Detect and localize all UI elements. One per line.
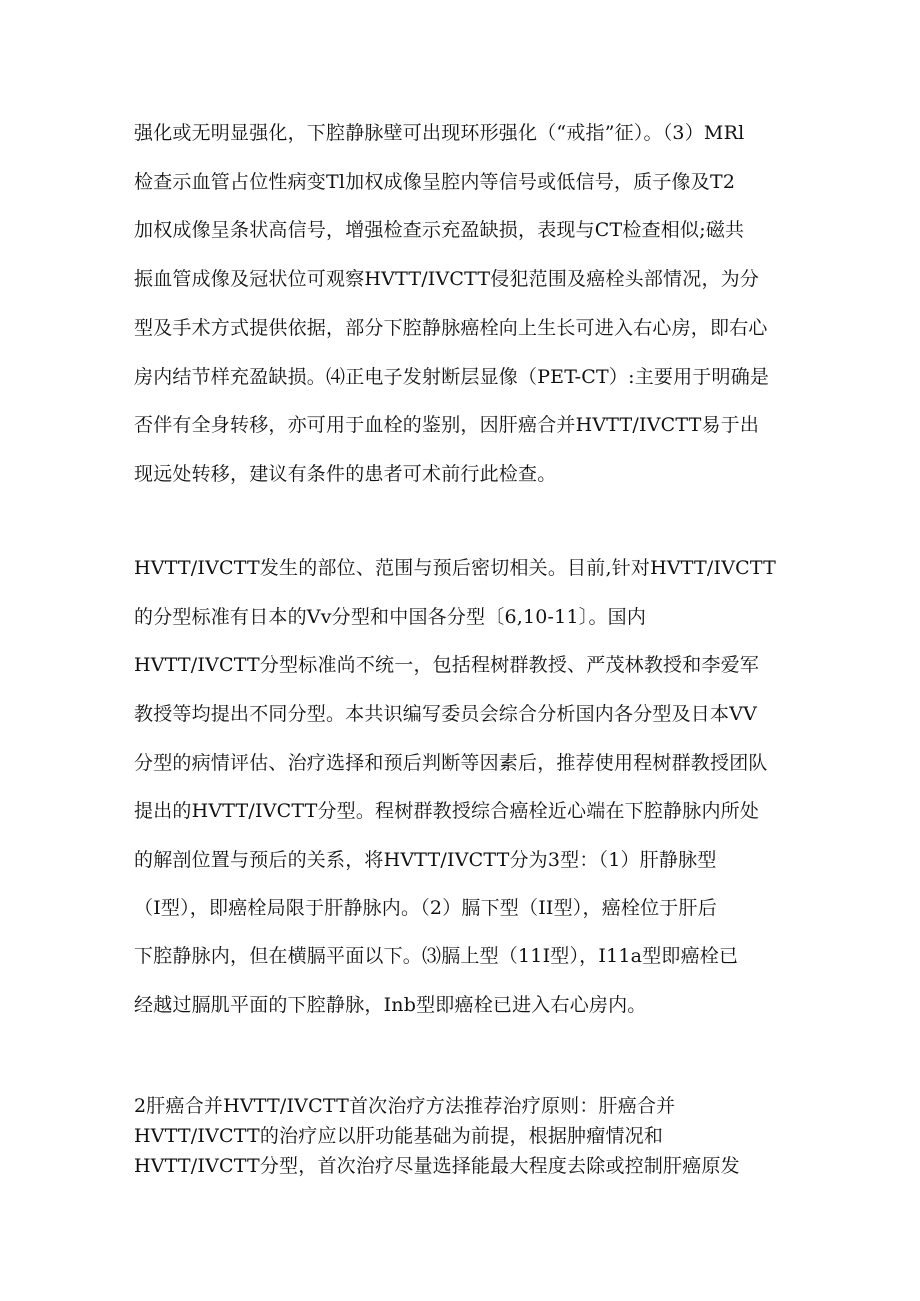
text-line: 经越过膈肌平面的下腔静脉，Inb型即癌栓已进入右心房内。 — [134, 994, 647, 1016]
text-line: 分型的病情评估、治疗选择和预后判断等因素后，推荐使用程树群教授团队 — [134, 752, 768, 774]
text-line: 的解剖位置与预后的关系，将HVTT/IVCTT分为3型：（1）肝静脉型 — [134, 849, 717, 871]
text-line: HVTT/IVCTT分型标准尚不统一，包括程树群教授、严茂林教授和李爱军 — [134, 654, 760, 676]
text-line: 型及手术方式提供依据，部分下腔静脉癌栓向上生长可进入右心房，即右心 — [134, 317, 768, 339]
text-line: 强化或无明显强化，下腔静脉壁可出现环形强化（“戒指”征）。（3）MRl — [134, 122, 745, 144]
text-line: 2肝癌合并HVTT/IVCTT首次治疗方法推荐治疗原则：肝癌合并 — [134, 1095, 676, 1117]
text-line: 现远处转移，建议有条件的患者可术前行此检查。 — [134, 463, 557, 485]
text-line: （I型），即癌栓局限于肝静脉内。（2）膈下型（II型），癌栓位于肝后 — [134, 897, 717, 919]
text-line: 房内结节样充盈缺损。⑷正电子发射断层显像（PET-CT）:主要用于明确是 — [134, 366, 770, 388]
text-line: 加权成像呈条状高信号，增强检查示充盈缺损，表现与CT检查相似;磁共 — [134, 219, 745, 241]
text-line: 检查示血管占位性病变Tl加权成像呈腔内等信号或低信号，质子像及T2 — [134, 171, 736, 193]
text-line: 下腔静脉内，但在横膈平面以下。⑶膈上型（11I型），I11a型即癌栓已 — [134, 945, 739, 967]
text-line: 教授等均提出不同分型。本共识编写委员会综合分析国内各分型及日本VV — [134, 703, 758, 725]
text-line: 振血管成像及冠状位可观察HVTT/IVCTT侵犯范围及癌栓头部情况，为分 — [134, 268, 760, 290]
text-line: HVTT/IVCTT的治疗应以肝功能基础为前提，根据肿瘤情况和 — [134, 1125, 664, 1147]
text-line: HVTT/IVCTT发生的部位、范围与预后密切相关。目前,针对HVTT/IVCTT — [134, 557, 776, 579]
text-line: 否伴有全身转移，亦可用于血栓的鉴别，因肝癌合并HVTT/IVCTT易于出 — [134, 414, 760, 436]
text-line: HVTT/IVCTT分型，首次治疗尽量选择能最大程度去除或控制肝癌原发 — [134, 1155, 740, 1177]
text-line: 提出的HVTT/IVCTT分型。程树群教授综合癌栓近心端在下腔静脉内所处 — [134, 800, 760, 822]
text-line: 的分型标准有日本的Vv分型和中国各分型〔6,10-11〕。国内 — [134, 606, 647, 628]
